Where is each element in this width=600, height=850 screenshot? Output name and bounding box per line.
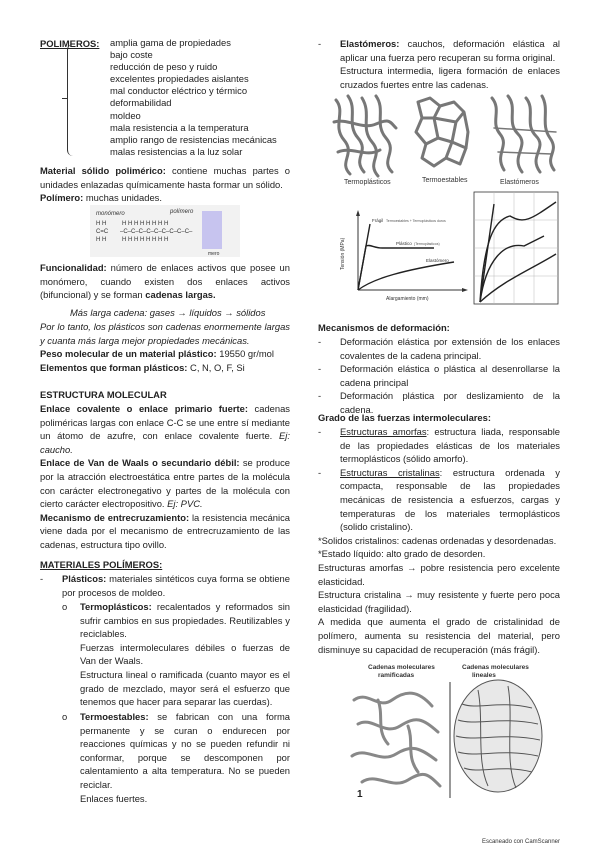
larga-cadena-line: Más larga cadena: gases → líquidos → sólidos xyxy=(70,307,266,318)
ramificadas-label-1: Cadenas moleculares xyxy=(368,664,435,671)
graph-plastico-sub: (Termoplásticos) xyxy=(414,242,440,246)
elastomeros-label: Elastómeros xyxy=(500,179,539,186)
mecanismo-item: - Deformación elástica o plástica al desenrollarse la cadena principal xyxy=(318,363,560,388)
grado-title: Grado de las fuerzas intermoleculares: xyxy=(318,412,491,423)
polymer-structures-figure xyxy=(328,92,560,188)
termoplasticos-label: Termoplásticos xyxy=(344,179,391,186)
plasticos-item: - Plásticos: materiales sintéticos cuya forma se obtiene por procesos de moldeo. xyxy=(40,573,290,598)
stress-strain-figure xyxy=(334,190,560,310)
svg-text:H H H H H H H H: H H H H H H H H xyxy=(122,221,169,227)
polimeros-properties-list xyxy=(110,37,277,158)
mero-highlight xyxy=(202,211,222,249)
polimeros-property-item: mal conductor eléctrico y térmico xyxy=(110,85,248,97)
polimeros-heading: POLIMEROS: xyxy=(40,38,100,49)
mecanismos-title: Mecanismos de deformación: xyxy=(318,322,450,333)
elastomeros-item: - Elastómeros: cauchos, deformación elástica al aplicar una fuerza pero recuperan su forma original. Estructura intermedia, ligera formación de enlaces cruzados fuertes entre las cadenas. xyxy=(318,38,560,90)
termoplasticos-item: o Termoplásticos: recalentados y reformados sin sufrir cambios en sus propiedades. Reutilizables y reciclables. Fuerzas intermoleculares débiles o fuerzas de Van der Waals. Estructura lineal o ramificada (cuanto mayor es el grado de mezclado, mayor será el esfuerzo que tenemos que hacer para separar las cuerdas). xyxy=(62,601,290,708)
mero-label: mero xyxy=(208,251,220,257)
cadenas-figure xyxy=(348,660,548,800)
funcionalidad-paragraph: Funcionalidad: número de enlaces activos que posee un monómero, cuando existen dos enlaces activos (bifuncional) y se forman cadenas largas. xyxy=(40,262,290,301)
lineales-label-1: Cadenas moleculares xyxy=(462,664,529,671)
graph-fragil-label: Frágil xyxy=(372,218,384,223)
monomero-label: monómero xyxy=(96,211,125,217)
lineales-label-2: lineales xyxy=(472,672,496,679)
polymer-structure-figure xyxy=(90,205,240,257)
svg-text:–C–C–C–C–C–C–C–C–C–: –C–C–C–C–C–C–C–C–C– xyxy=(120,229,193,235)
mecanismos-list xyxy=(318,335,560,417)
elastomeros-drawing xyxy=(492,96,556,172)
lineales-drawing xyxy=(454,680,542,792)
mecanismo-item: - Deformación elástica por extensión de los enlaces covalentes de la cadena principal. xyxy=(318,336,560,361)
polimeros-property-item: amplia gama de propiedades xyxy=(110,37,231,48)
materiales-polimeros-title: MATERIALES POLÍMEROS: xyxy=(40,559,163,570)
graph-plastico-label: Plástico xyxy=(396,241,412,246)
graph-ylabel: Tensión (MPa) xyxy=(340,237,346,270)
svg-text:C=C: C=C xyxy=(96,229,109,235)
polimeros-property-item: deformabilidad xyxy=(110,97,172,109)
grado-body: - Estructuras amorfas: estructura liada, responsable de las propiedades elásticas de los materiales termoplásticos (sólido amorfo). - Estructuras cristalinas: estructura ordenada y compacta, responsable de las propiedades mecánicas de resistencia a esfuerzos, cargas y temperaturas de los materiales termoplásticos (solido cristalino). *Solidos cristalinos: cadenas ordenadas y desordenadas. *Estado líquido: alto grado de desorden. Estructuras amorfas → pobre resistencia pero excelente elasticidad. Estructura cristalina → muy resistente y fuerte pero poca elasticidad (fragilidad). A medida que aumenta el grado de cristalinidad de polímero, aumenta su resistencia del material, pero disminuye su capacidad de recuperación (más frágil). xyxy=(318,426,560,655)
polimeros-property-item: bajo coste xyxy=(110,49,153,61)
termoestables-drawing xyxy=(416,98,468,166)
mecanismo-text: Deformación elástica o plástica al desenrollarse la cadena principal xyxy=(340,363,560,388)
polimeros-property-item: reducción de peso y ruido xyxy=(110,61,218,73)
footer-scanner-credit: Escaneado con CamScanner xyxy=(481,839,560,845)
termoplasticos-drawing xyxy=(334,96,396,176)
termoestables-label: Termoestables xyxy=(422,177,468,184)
termoestables-item: o Termoestables: se fabrican con una forma permanente y se curan o endurecen por reacciones químicas y no se pueden refundir ni conformar, porque se descomponen por calentamiento a alta temperatura. No se pueden reciclar. Enlaces fuertes. xyxy=(62,711,290,804)
ramificadas-label-2: ramificadas xyxy=(378,672,415,679)
polimero-label: polímero xyxy=(170,209,194,215)
polimeros-property-item: amplio rango de resistencias mecánicas xyxy=(110,133,277,145)
svg-text:H H H H H H H H: H H H H H H H H xyxy=(122,237,169,243)
svg-text:H H: H H xyxy=(96,237,107,243)
material-solido-paragraph: Material sólido polimérico: contiene muchas partes o unidades enlazadas químicamente hasta formar un sólido. Polímero: muchas unidades. xyxy=(40,165,290,204)
por-lo-tanto-paragraph: Por lo tanto, los plásticos son cadenas enormemente largas y cuanta más larga mejor propiedades mecánicas. Peso molecular de un material plástico: 19550 gr/mol Elementos que forman plásticos: C, N, O, F, Si xyxy=(40,321,290,373)
graph-fragil-sub: Termoestables + Termoplásticos duros xyxy=(386,219,446,223)
polimeros-property-item: malas resistencias a la luz solar xyxy=(110,145,243,157)
estructura-molecular-title: ESTRUCTURA MOLECULAR xyxy=(40,389,167,400)
polimeros-brace xyxy=(67,44,76,156)
page-number: 1 xyxy=(357,789,363,800)
polimeros-property-item: mala resistencia a la temperatura xyxy=(110,121,249,133)
polimeros-property-item: moldeo xyxy=(110,109,141,121)
mecanismo-item: - Deformación plástica por deslizamiento de la cadena. xyxy=(318,390,560,415)
ramificadas-drawing xyxy=(352,693,440,786)
graph-xlabel: Alargamiento (mm) xyxy=(386,296,429,302)
mecanismo-text: Deformación plástica por deslizamiento de la cadena. xyxy=(340,390,560,415)
polimeros-property-item: excelentes propiedades aislantes xyxy=(110,73,249,85)
graph-elastomero-label: Elastómero xyxy=(426,258,449,263)
estructura-molecular-body: Enlace covalente o enlace primario fuerte: cadenas poliméricas largas con enlace C-C se une entre sí mediante un átomo de azufre, con enlace covalente fuerte. Ej: caucho. Enlace de Van de Waals o secundario débil: se produce por la atracción electroestática entre partes de la molécula con carácter electronegativo y partes de la molécula con cierto carácter electropositivo. Ej: PVC. Mecanismo de entrecruzamiento: la resistencia mecánica viene dada por el mecanismo de entrecruzamiento de las cadenas, estructura tipo ovillo. xyxy=(40,403,291,550)
mecanismo-text: Deformación elástica por extensión de los enlaces covalentes de la cadena principal. xyxy=(340,336,560,361)
svg-text:H H: H H xyxy=(96,221,107,227)
